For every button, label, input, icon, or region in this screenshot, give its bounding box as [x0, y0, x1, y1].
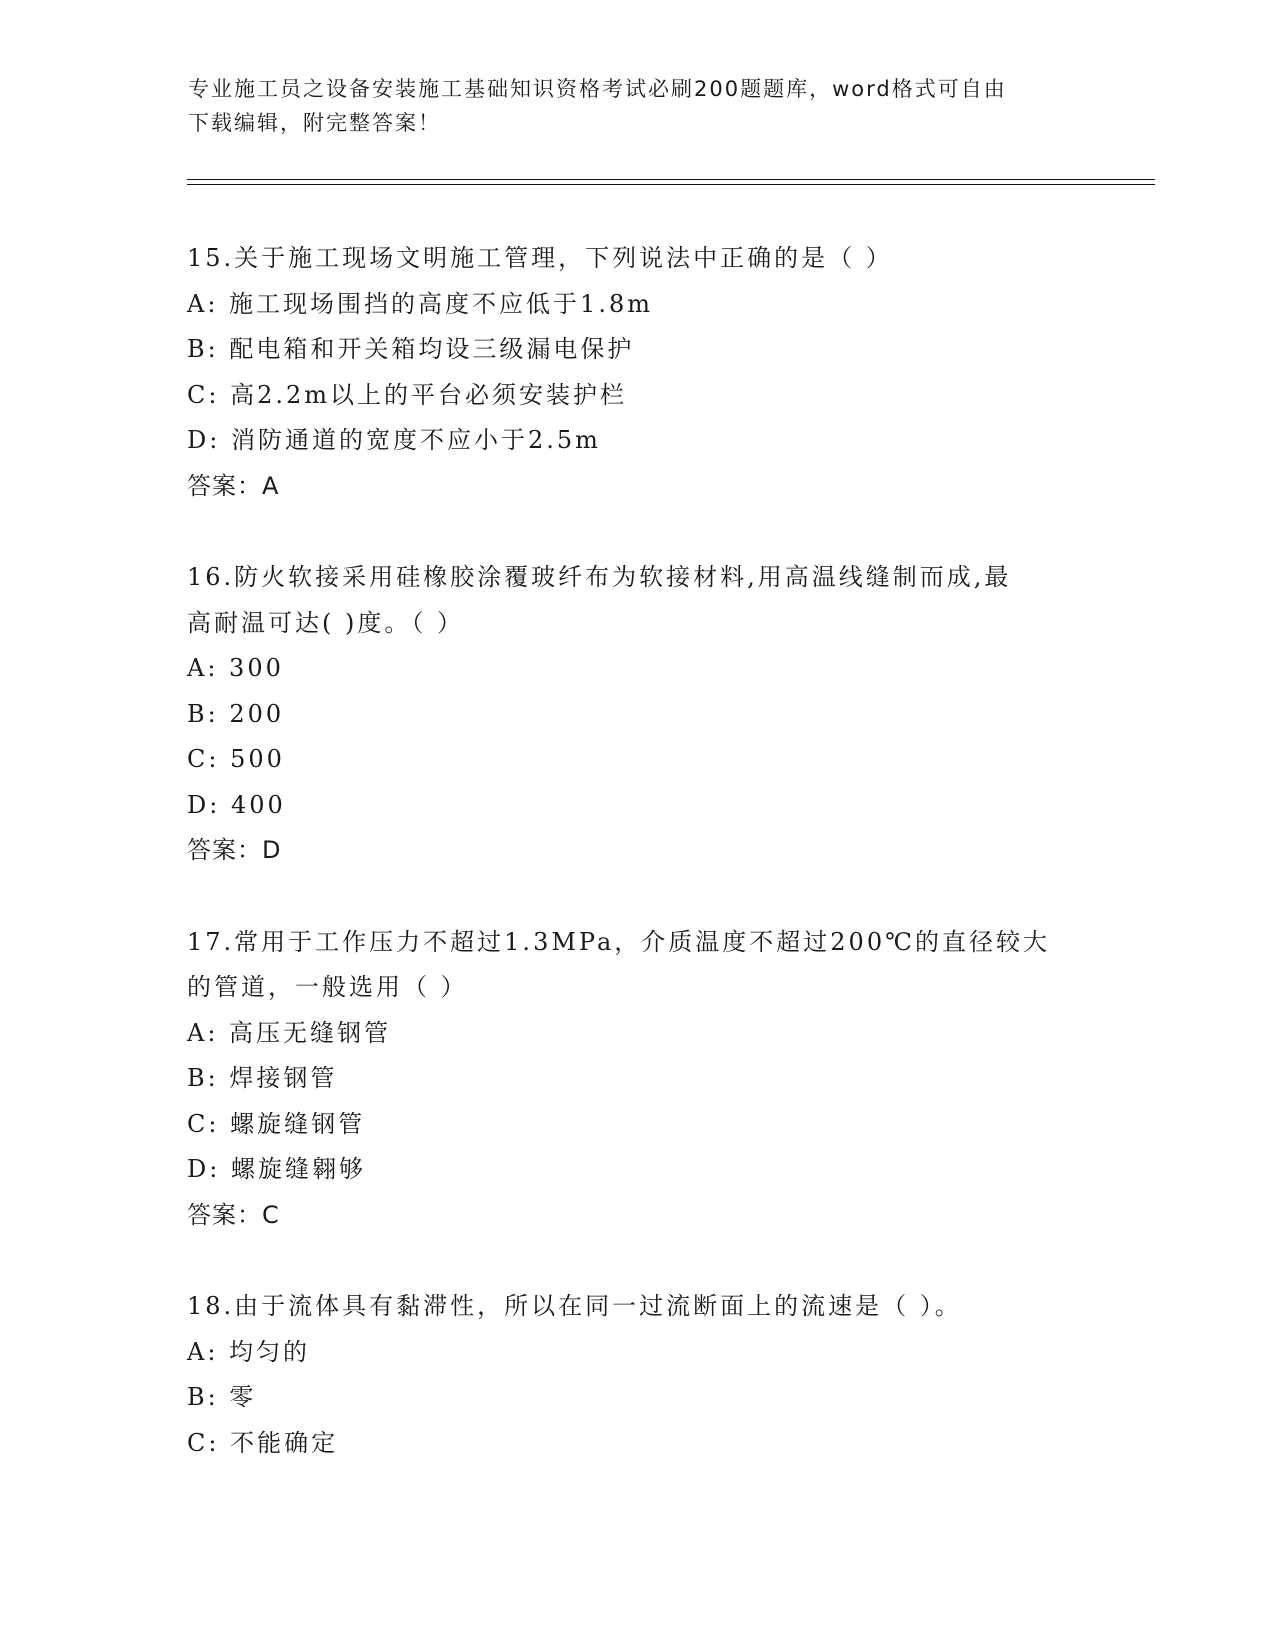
option-a: A: 施工现场围挡的高度不应低于1.8m: [187, 289, 653, 318]
header-divider-top: [187, 179, 1155, 180]
option-b: B: 焊接钢管: [187, 1064, 338, 1092]
answer-text: 答案：D: [187, 836, 282, 864]
question-stem-continued: 高耐温可达( )度。（ ）: [187, 608, 464, 637]
option-c: C: 螺旋缝钢管: [187, 1109, 366, 1138]
question-15: [187, 236, 1087, 509]
option-d: D: 螺旋缝翱够: [187, 1155, 366, 1183]
question-stem: 17.常用于工作压力不超过1.3MPa，介质温度不超过200℃的直径较大: [187, 927, 1050, 956]
option-a: A: 高压无缝钢管: [187, 1018, 392, 1047]
document-header: [188, 72, 1088, 140]
option-c: C: 500: [187, 745, 285, 773]
option-b: B: 配电箱和开关箱均设三级漏电保护: [187, 335, 635, 363]
header-divider-bottom: [187, 184, 1155, 185]
answer-text: 答案：C: [187, 1200, 280, 1229]
option-b: B: 200: [187, 699, 285, 728]
option-a: A: 300: [187, 654, 284, 682]
question-stem: 16.防火软接采用硅橡胶涂覆玻纤布为软接材料,用高温线缝制而成,最: [187, 563, 1012, 591]
option-c: C: 不能确定: [187, 1428, 339, 1457]
question-18: [187, 1284, 1087, 1466]
option-d: D: 400: [187, 790, 286, 819]
question-stem-continued: 的管道，一般选用（ ）: [187, 973, 468, 1001]
option-a: A: 均匀的: [187, 1337, 311, 1366]
answer-text: 答案：A: [187, 471, 280, 500]
option-c: C: 高2.2m以上的平台必须安装护栏: [187, 380, 628, 409]
question-list: [187, 236, 1087, 1512]
question-stem: 18.由于流体具有黏滞性，所以在同一过流断面上的流速是（ ）。: [187, 1292, 962, 1320]
option-d: D: 消防通道的宽度不应小于2.5m: [187, 426, 601, 454]
question-17: [187, 920, 1087, 1239]
header-line-2: 下载编辑，附完整答案！: [188, 111, 441, 135]
header-line-1: 专业施工员之设备安装施工基础知识资格考试必刷200题题库，word格式可自由: [188, 77, 1007, 101]
question-stem: 15.关于施工现场文明施工管理，下列说法中正确的是（ ）: [187, 244, 893, 272]
question-16: [187, 555, 1087, 874]
option-b: B: 零: [187, 1383, 257, 1411]
